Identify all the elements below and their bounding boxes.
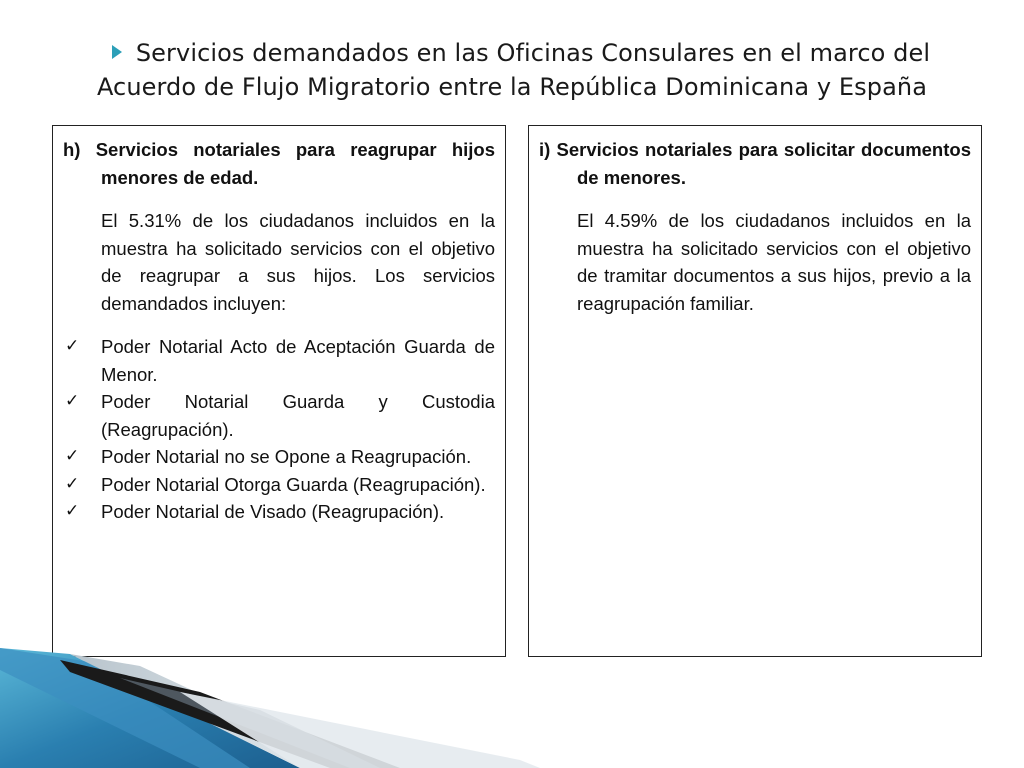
services-box-i: [528, 125, 982, 657]
arrow-bullet-icon: [112, 45, 122, 59]
list-item: ✓ Poder Notarial Otorga Guarda (Reagrupación).: [63, 471, 495, 499]
title-line-1: Servicios demandados en las Oficinas Consulares en el marco del: [135, 39, 931, 67]
list-item: ✓ Poder Notarial no se Opone a Reagrupación.: [63, 443, 495, 471]
check-icon: ✓: [65, 336, 80, 356]
check-icon: ✓: [65, 501, 80, 521]
box-i-paragraph: El 4.59% de los ciudadanos incluidos en la muestra ha solicitado servicios con el objetivo de tramitar documentos a sus hijos, previo a la reagrupación familiar.: [577, 210, 971, 314]
box-i-heading: i) Servicios notariales para solicitar documentos de menores.: [539, 139, 971, 188]
slide-title: [0, 36, 1024, 104]
list-item: ✓ Poder Notarial Guarda y Custodia (Reagrupación).: [63, 388, 495, 443]
services-box-h: [52, 125, 506, 657]
box-h-heading: h) Servicios notariales para reagrupar hijos menores de edad.: [63, 139, 495, 188]
title-line-2: Acuerdo de Flujo Migratorio entre la República Dominicana y España: [96, 73, 928, 101]
box-h-paragraph: El 5.31% de los ciudadanos incluidos en la muestra ha solicitado servicios con el objetivo de reagrupar a sus hijos. Los servicios demandados incluyen:: [101, 210, 495, 314]
decorative-stripes: [0, 640, 1024, 768]
check-icon: ✓: [65, 473, 80, 494]
box-h-service-list: [63, 333, 495, 526]
list-item: ✓ Poder Notarial de Visado (Reagrupación).: [63, 498, 495, 526]
check-icon: ✓: [65, 446, 80, 466]
check-icon: ✓: [65, 391, 80, 411]
list-item: ✓ Poder Notarial Acto de Aceptación Guarda de Menor.: [63, 333, 495, 388]
